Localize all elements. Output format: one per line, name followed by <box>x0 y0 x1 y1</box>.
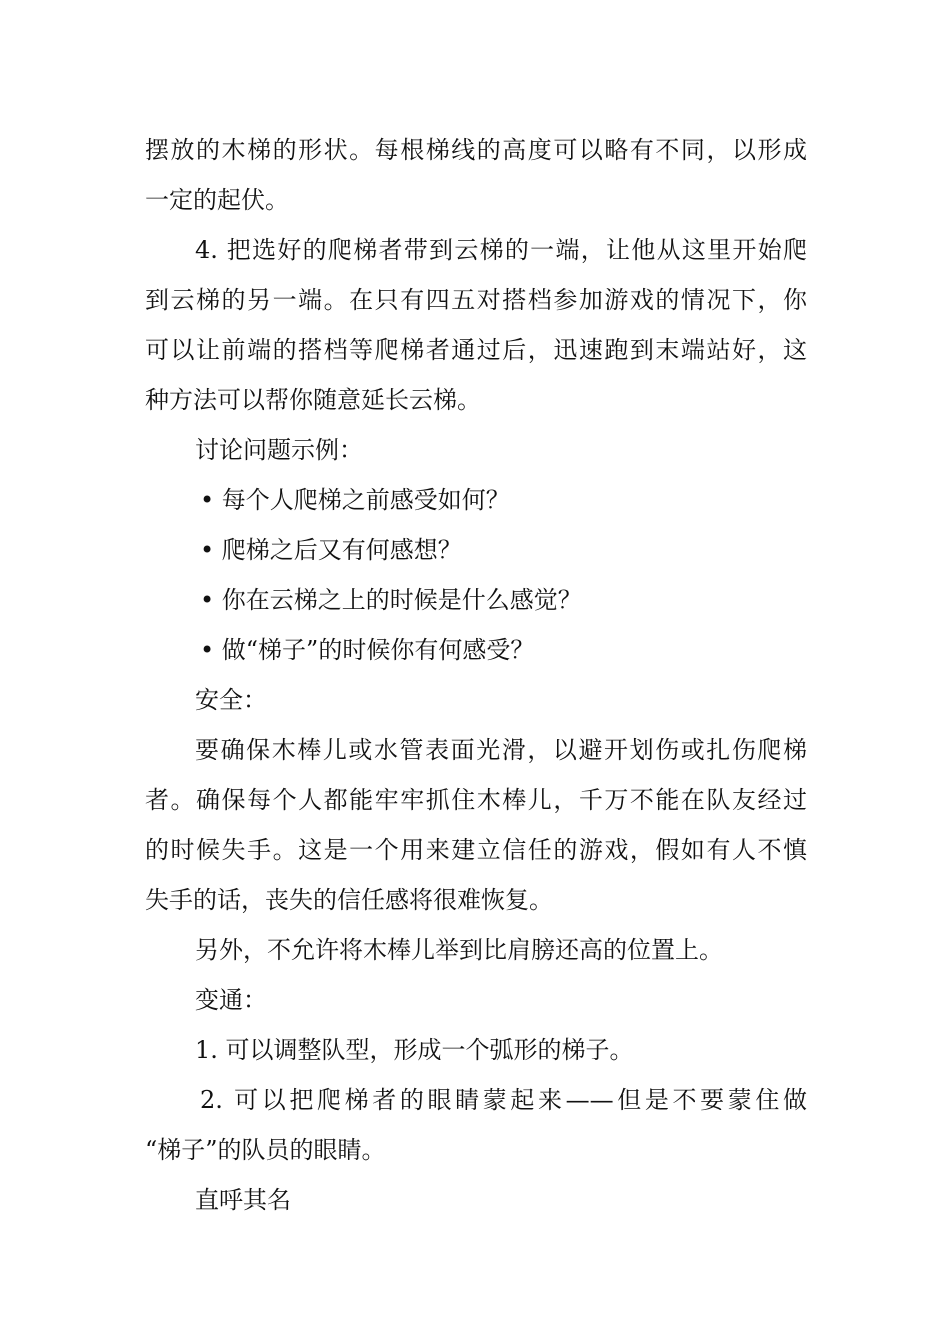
bullet-item: • 你在云梯之上的时候是什么感觉？ <box>200 586 582 614</box>
paragraph-line: 种方法可以帮你随意延长云梯。 <box>145 386 481 414</box>
section-heading-variations: 变通： <box>195 986 267 1014</box>
paragraph-line: 摆放的木梯的形状。每根梯线的高度可以略有不同，以形成 <box>145 136 807 164</box>
section-heading-safety: 安全： <box>195 686 267 714</box>
bullet-item: • 做“梯子”的时候你有何感受？ <box>200 636 535 664</box>
bullet-item: • 爬梯之后又有何感想？ <box>200 536 462 564</box>
paragraph-line: 失手的话，丧失的信任感将很难恢复。 <box>145 886 553 914</box>
paragraph-line: 要确保木棒儿或水管表面光滑，以避开划伤或扎伤爬梯 <box>195 736 807 764</box>
paragraph-line: 到云梯的另一端。在只有四五对搭档参加游戏的情况下，你 <box>145 286 807 314</box>
paragraph-line: 的时候失手。这是一个用来建立信任的游戏，假如有人不慎 <box>145 836 807 864</box>
variation-item-1: 1. 可以调整队型，形成一个弧形的梯子。 <box>195 1036 634 1064</box>
variation-item-2: 2. 可以把爬梯者的眼睛蒙起来——但是不要蒙住做 <box>200 1086 807 1114</box>
paragraph-line: 可以让前端的搭档等爬梯者通过后，迅速跑到末端站好，这 <box>145 336 807 364</box>
paragraph-line: “梯子”的队员的眼睛。 <box>145 1136 386 1164</box>
step-4-line: 4. 把选好的爬梯者带到云梯的一端，让他从这里开始爬 <box>195 236 807 264</box>
paragraph-line: 者。确保每个人都能牢牢抓住木棒儿，千万不能在队友经过 <box>145 786 807 814</box>
section-heading-next: 直呼其名 <box>195 1186 291 1214</box>
paragraph-line: 一定的起伏。 <box>145 186 289 214</box>
section-heading-discussion: 讨论问题示例： <box>195 436 363 464</box>
bullet-item: • 每个人爬梯之前感受如何？ <box>200 486 510 514</box>
paragraph-line: 另外，不允许将木棒儿举到比肩膀还高的位置上。 <box>195 936 723 964</box>
